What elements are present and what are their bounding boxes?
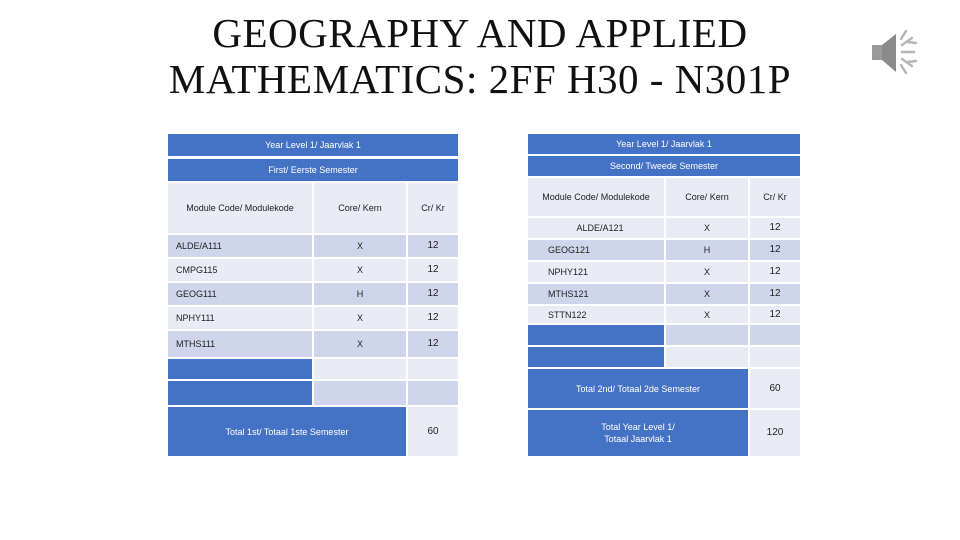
second-semester-total-label: Total 2nd/ Totaal 2de Semester (528, 369, 748, 408)
title-line-1: GEOGRAPHY AND APPLIED (212, 10, 748, 56)
year-total-label (528, 410, 748, 456)
table-cell-code: NPHY111 (168, 307, 312, 329)
table-cell-credits: 12 (750, 218, 800, 238)
title-line-2: MATHEMATICS: 2FF H30 - N301P (168, 56, 792, 102)
table-cell-core: X (314, 307, 406, 329)
empty-cell (408, 381, 458, 405)
empty-cell (168, 359, 312, 379)
empty-cell (666, 325, 748, 345)
empty-cell (408, 359, 458, 379)
table-cell-code: GEOG121 (528, 240, 664, 260)
table-cell-code: MTHS121 (528, 284, 664, 304)
right-header-credits: Cr/ Kr (750, 178, 800, 216)
table-cell-credits: 12 (750, 284, 800, 304)
empty-cell (750, 325, 800, 345)
empty-cell (750, 347, 800, 367)
table-cell-credits: 12 (408, 331, 458, 357)
table-cell-credits: 12 (408, 307, 458, 329)
table-cell-credits: 12 (408, 235, 458, 257)
first-semester-total-label: Total 1st/ Totaal 1ste Semester (168, 407, 406, 456)
empty-cell (528, 325, 664, 345)
table-cell-credits: 12 (408, 259, 458, 281)
left-header-core: Core/ Kern (314, 183, 406, 233)
right-semester-header: Second/ Tweede Semester (528, 156, 800, 176)
table-cell-credits: 12 (750, 240, 800, 260)
table-cell-core: X (314, 331, 406, 357)
table-cell-core: H (666, 240, 748, 260)
right-header-core: Core/ Kern (666, 178, 748, 216)
left-header-module: Module Code/ Modulekode (168, 183, 312, 233)
table-cell-code: STTN122 (528, 306, 664, 323)
left-year-level-header: Year Level 1/ Jaarvlak 1 (168, 134, 458, 156)
empty-cell (528, 347, 664, 367)
left-semester-header: First/ Eerste Semester (168, 159, 458, 181)
table-cell-code: GEOG111 (168, 283, 312, 305)
table-cell-code: NPHY121 (528, 262, 664, 282)
second-semester-total-value: 60 (750, 369, 800, 408)
table-cell-code: ALDE/A111 (168, 235, 312, 257)
table-cell-core: H (314, 283, 406, 305)
year-total-label-line-2: Totaal Jaarvlak 1 (604, 434, 672, 444)
table-cell-core: X (666, 284, 748, 304)
first-semester-total-value: 60 (408, 407, 458, 456)
table-cell-credits: 12 (408, 283, 458, 305)
table-cell-core: X (314, 235, 406, 257)
year-total-label-line-1: Total Year Level 1/ (601, 422, 675, 432)
table-cell-credits: 12 (750, 306, 800, 323)
table-cell-code: MTHS111 (168, 331, 312, 357)
table-cell-core: X (666, 262, 748, 282)
empty-cell (314, 381, 406, 405)
empty-cell (168, 381, 312, 405)
left-header-credits: Cr/ Kr (408, 183, 458, 233)
page-title (80, 10, 880, 102)
table-cell-code: ALDE/A121 (528, 218, 664, 238)
table-cell-credits: 12 (750, 262, 800, 282)
table-cell-code: CMPG115 (168, 259, 312, 281)
right-year-level-header: Year Level 1/ Jaarvlak 1 (528, 134, 800, 154)
right-header-module: Module Code/ Modulekode (528, 178, 664, 216)
year-total-value: 120 (750, 410, 800, 456)
empty-cell (666, 347, 748, 367)
table-cell-core: X (314, 259, 406, 281)
table-cell-core: X (666, 306, 748, 323)
speaker-icon[interactable] (866, 28, 922, 78)
empty-cell (314, 359, 406, 379)
table-cell-core: X (666, 218, 748, 238)
